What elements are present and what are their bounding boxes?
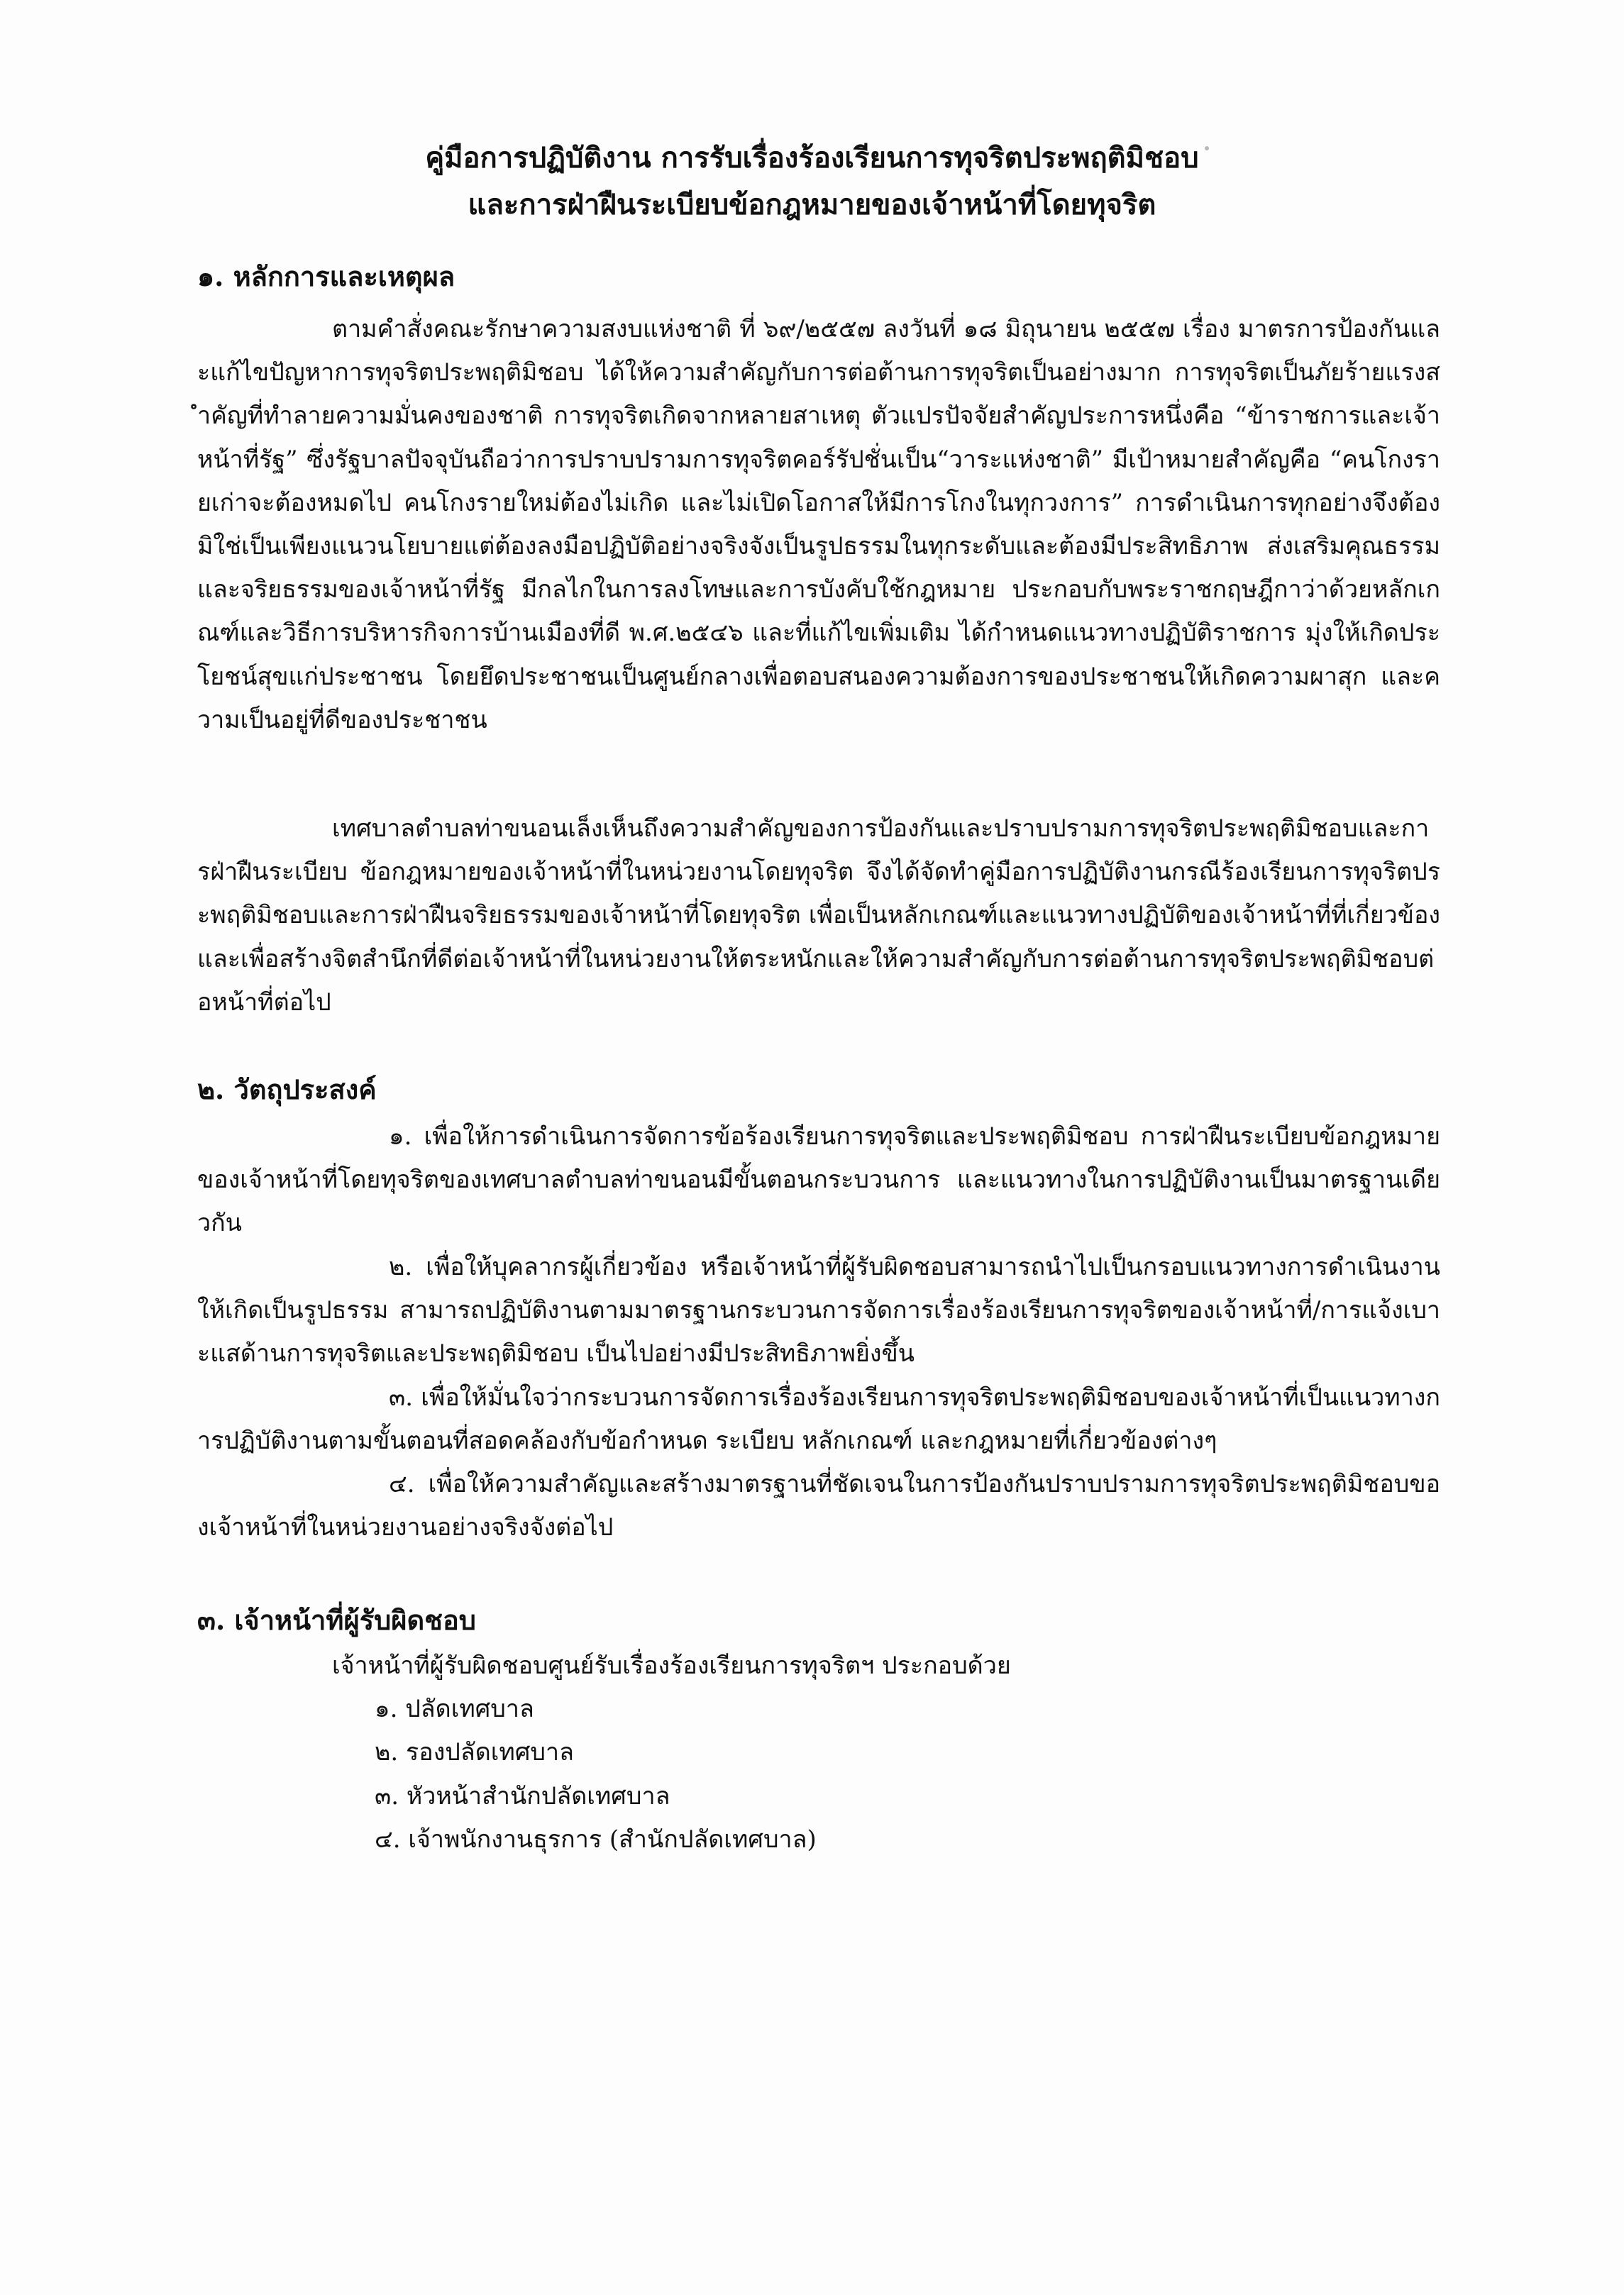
responsible-staff-list [197, 1644, 1440, 1862]
responsible-item-1: ๑. ปลัดเทศบาล [375, 1695, 534, 1724]
title-line-2: และการฝ่าฝืนระเบียบข้อกฎหมายของเจ้าหน้าที่โดยทุจริต [468, 188, 1156, 221]
responsible-item-2: ๒. รองปลัดเทศบาล [375, 1738, 574, 1767]
section2-heading: ๒. วัตถุประสงค์ [197, 1073, 377, 1105]
objective-item-3: ๓. เพื่อให้มั่นใจว่ากระบวนการจัดการเรื่องร้องเรียนการทุจริตประพฤติมิชอบของเจ้าหน้าที่เป็นแนวทางการปฏิบัติงานตามขั้นตอนที่สอดคล้องกับข้อกำหนด ระเบียบ หลักเกณฑ์ และกฎหมายที่เกี่ยวข้องต่างๆ [197, 1383, 1440, 1456]
section1-heading: ๑. หลักการและเหตุผล [197, 260, 455, 292]
document-title [0, 135, 1624, 228]
section3-heading: ๓. เจ้าหน้าที่ผู้รับผิดชอบ [197, 1604, 476, 1636]
objective-item-1: ๑. เพื่อให้การดำเนินการจัดการข้อร้องเรียนการทุจริตและประพฤติมิชอบ การฝ่าฝืนระเบียบข้อกฎหมายของเจ้าหน้าที่โดยทุจริตของเทศบาลตำบลท่าขนอนมีขั้นตอนกระบวนการ และแนวทางในการปฏิบัติงานเป็นมาตรฐานเดียวกัน [197, 1122, 1440, 1238]
title-line-1: คู่มือการปฏิบัติงาน การรับเรื่องร้องเรียนการทุจริตประพฤติมิชอบ [425, 141, 1199, 175]
responsible-item-4: ๔. เจ้าพนักงานธุรการ (สำนักปลัดเทศบาล) [375, 1825, 817, 1854]
responsible-intro: เจ้าหน้าที่ผู้รับผิดชอบศูนย์รับเรื่องร้องเรียนการทุจริตฯ ประกอบด้วย [332, 1652, 1011, 1680]
section1-paragraph-1: ตามคำสั่งคณะรักษาความสงบแห่งชาติ ที่ ๖๙/๒๕๕๗ ลงวันที่ ๑๘ มิถุนายน ๒๕๕๗ เรื่อง มาตรการป้องกันและแก้ไขปัญหาการทุจริตประพฤติมิชอบ ได้ให้ความสำคัญกับการต่อต้านการทุจริตเป็นอย่างมาก การทุจริตเป็นภัยร้ายแรงสำคัญที่ทำลายความมั่นคงของชาติ การทุจริตเกิดจากหลายสาเหตุ ตัวแปรปัจจัยสำคัญประการหนึ่งคือ “ข้าราชการและเจ้าหน้าที่รัฐ” ซึ่งรัฐบาลปัจจุบันถือว่าการปราบปรามการทุจริตคอร์รัปชั่นเป็น“วาระแห่งชาติ” มีเป้าหมายสำคัญคือ “คนโกงรายเก่าจะต้องหมดไป คนโกงรายใหม่ต้องไม่เกิด และไม่เปิดโอกาสให้มีการโกงในทุกวงการ” การดำเนินการทุกอย่างจึงต้องมิใช่เป็นเพียงแนวนโยบายแต่ต้องลงมือปฏิบัติอย่างจริงจังเป็นรูปธรรมในทุกระดับและต้องมีประสิทธิภาพ ส่งเสริมคุณธรรมและจริยธรรมของเจ้าหน้าที่รัฐ มีกลไกในการลงโทษและการบังคับใช้กฎหมาย ประกอบกับพระราชกฤษฎีกาว่าด้วยหลักเกณฑ์และวิธีการบริหารกิจการบ้านเมืองที่ดี พ.ศ.๒๕๔๖ และที่แก้ไขเพิ่มเติม ได้กำหนดแนวทางปฏิบัติราชการ มุ่งให้เกิดประโยชน์สุขแก่ประชาชน โดยยึดประชาชนเป็นศูนย์กลางเพื่อตอบสนองความต้องการของประชาชนให้เกิดความผาสุก และความเป็นอยู่ที่ดีของประชาชน [197, 315, 1440, 734]
objective-item-4: ๔. เพื่อให้ความสำคัญและสร้างมาตรฐานที่ชัดเจนในการป้องกันปราบปรามการทุจริตประพฤติมิชอบของเจ้าหน้าที่ในหน่วยงานอย่างจริงจังต่อไป [197, 1470, 1440, 1542]
responsible-item-3: ๓. หัวหน้าสำนักปลัดเทศบาล [375, 1781, 670, 1810]
objective-item-2: ๒. เพื่อให้บุคลากรผู้เกี่ยวข้อง หรือเจ้าหน้าที่ผู้รับผิดชอบสามารถนำไปเป็นกรอบแนวทางการดำเนินงานให้เกิดเป็นรูปธรรม สามารถปฏิบัติงานตามมาตรฐานกระบวนการจัดการเรื่องร้องเรียนการทุจริตของเจ้าหน้าที่/การแจ้งเบาะแสด้านการทุจริตและประพฤติมิชอบ เป็นไปอย่างมีประสิทธิภาพยิ่งขึ้น [197, 1253, 1440, 1368]
section1-paragraph-2: เทศบาลตำบลท่าขนอนเล็งเห็นถึงความสำคัญของการป้องกันและปราบปรามการทุจริตประพฤติมิชอบและการฝ่าฝืนระเบียบ ข้อกฎหมายของเจ้าหน้าที่ในหน่วยงานโดยทุจริต จึงได้จัดทำคู่มือการปฏิบัติงานกรณีร้องเรียนการทุจริตประพฤติมิชอบและการฝ่าฝืนจริยธรรมของเจ้าหน้าที่โดยทุจริต เพื่อเป็นหลักเกณฑ์และแนวทางปฏิบัติของเจ้าหน้าที่ที่เกี่ยวข้องและเพื่อสร้างจิตสำนึกที่ดีต่อเจ้าหน้าที่ในหน่วยงานให้ตระหนักและให้ความสำคัญกับการต่อต้านการทุจริตประพฤติมิชอบต่อหน้าที่ต่อไป [197, 814, 1440, 1017]
